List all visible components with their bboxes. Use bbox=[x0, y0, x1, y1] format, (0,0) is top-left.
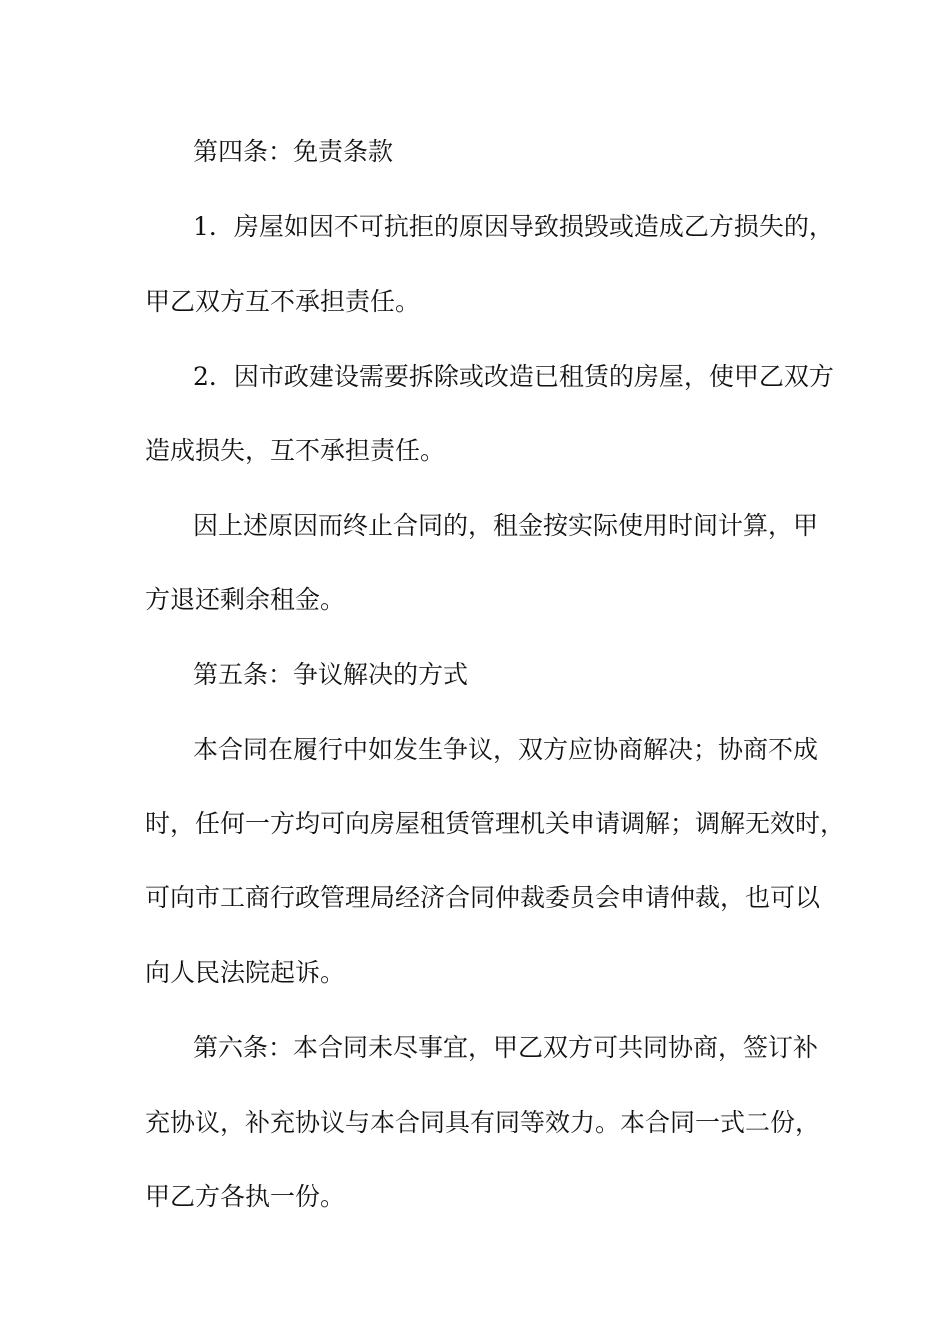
article-4-heading: 第四条：免责条款 bbox=[193, 137, 394, 166]
article-4-item-1-line-1: 1．房屋如因不可抗拒的原因导致损毁或造成乙方损失的， bbox=[193, 212, 834, 241]
article-4-note-line-2: 方退还剩余租金。 bbox=[145, 585, 346, 614]
article-5-body-line-4: 向人民法院起诉。 bbox=[145, 958, 346, 987]
article-4-note-line-1: 因上述原因而终止合同的，租金按实际使用时间计算，甲 bbox=[193, 511, 819, 540]
article-6-body-line-1: 第六条：本合同未尽事宜，甲乙双方可共同协商，签订补 bbox=[193, 1033, 819, 1062]
article-5-body-line-2: 时，任何一方均可向房屋租赁管理机关申请调解；调解无效时， bbox=[145, 809, 846, 838]
article-5-body-line-3: 可向市工商行政管理局经济合同仲裁委员会申请仲裁，也可以 bbox=[145, 883, 821, 912]
article-6-body-line-3: 甲乙方各执一份。 bbox=[145, 1182, 346, 1211]
article-4-item-2-line-1: 2．因市政建设需要拆除或改造已租赁的房屋，使甲乙双方 bbox=[193, 362, 834, 391]
article-4-item-1-line-2: 甲乙双方互不承担责任。 bbox=[145, 287, 421, 316]
article-6-body-line-2: 充协议，补充协议与本合同具有同等效力。本合同一式二份， bbox=[145, 1108, 821, 1137]
article-4-item-2-line-2: 造成损失，互不承担责任。 bbox=[145, 436, 446, 465]
article-5-body-line-1: 本合同在履行中如发生争议，双方应协商解决；协商不成 bbox=[193, 735, 819, 764]
article-5-heading: 第五条：争议解决的方式 bbox=[193, 660, 469, 689]
